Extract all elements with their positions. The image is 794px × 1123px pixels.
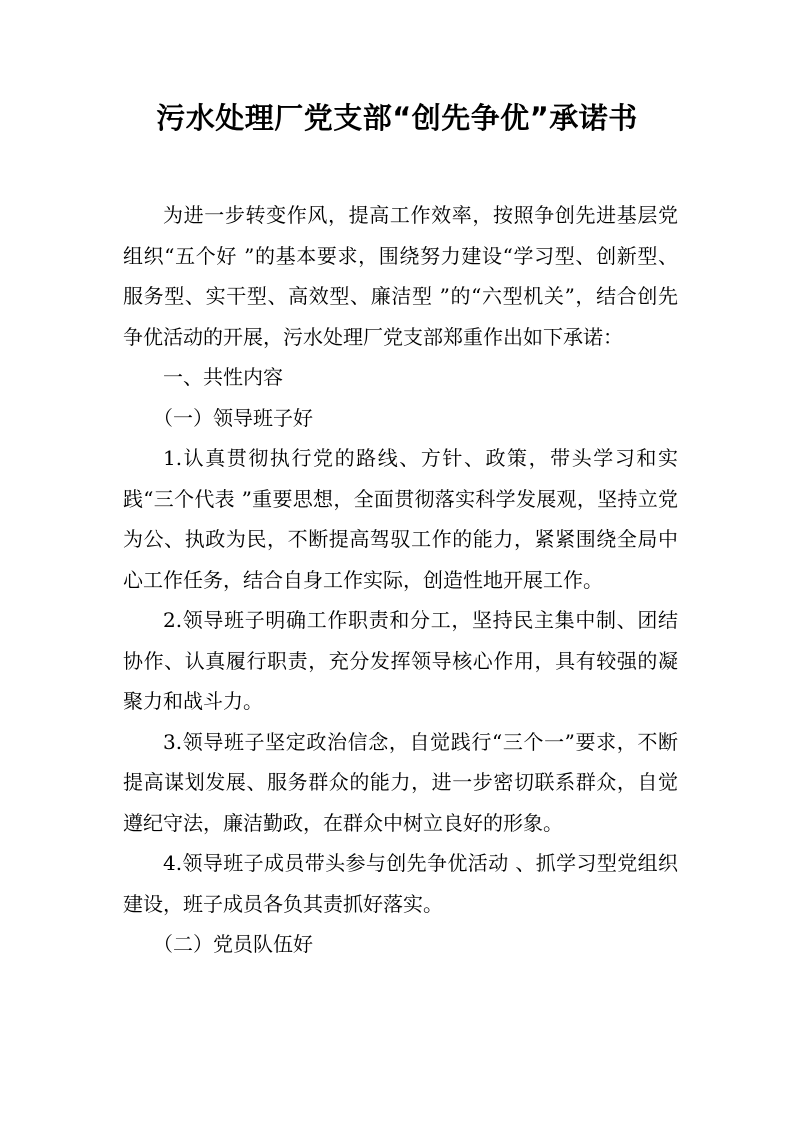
- subsection-heading-2: （二）党员队伍好: [153, 932, 313, 956]
- commitment-item-3: 3.领导班子坚定政治信念，自觉践行“三个一”要求，不断提高谋划发展、服务群众的能力，进一步密切联系群众，自觉遵纪守法，廉洁勤政，在群众中树立良好的形象。: [123, 729, 678, 835]
- commitment-item-4: 4.领导班子成员带头参与创先争优活动 、抓学习型党组织建设，班子成员各负其责抓好落实。: [123, 851, 678, 916]
- commitment-item-1: 1.认真贯彻执行党的路线、方针、政策，带头学习和实践“三个代表 ”重要思想，全面贯彻落实科学发展观，坚持立党为公、执政为民，不断提高驾驭工作的能力，紧紧围绕全局中心工作任务，结合自身工作实际，创造性地开展工作。: [123, 446, 678, 592]
- commitment-item-2: 2.领导班子明确工作职责和分工，坚持民主集中制、团结协作、认真履行职责，充分发挥领导核心作用，具有较强的凝聚力和战斗力。: [123, 608, 678, 713]
- document-title: 污水处理厂党支部“创先争优”承诺书: [156, 101, 638, 135]
- document-body: [123, 195, 678, 965]
- section-heading: 一、共性内容: [163, 365, 283, 389]
- subsection-heading: （一）领导班子好: [153, 405, 313, 430]
- intro-paragraph: 为进一步转变作风，提高工作效率，按照争创先进基层党组织“五个好 ”的基本要求，围绕努力建设“学习型、创新型、服务型、实干型、高效型、廉洁型 ”的“六型机关”，结合创先争优活动的开展，污水处理厂党支部郑重作出如下承诺：: [123, 203, 678, 349]
